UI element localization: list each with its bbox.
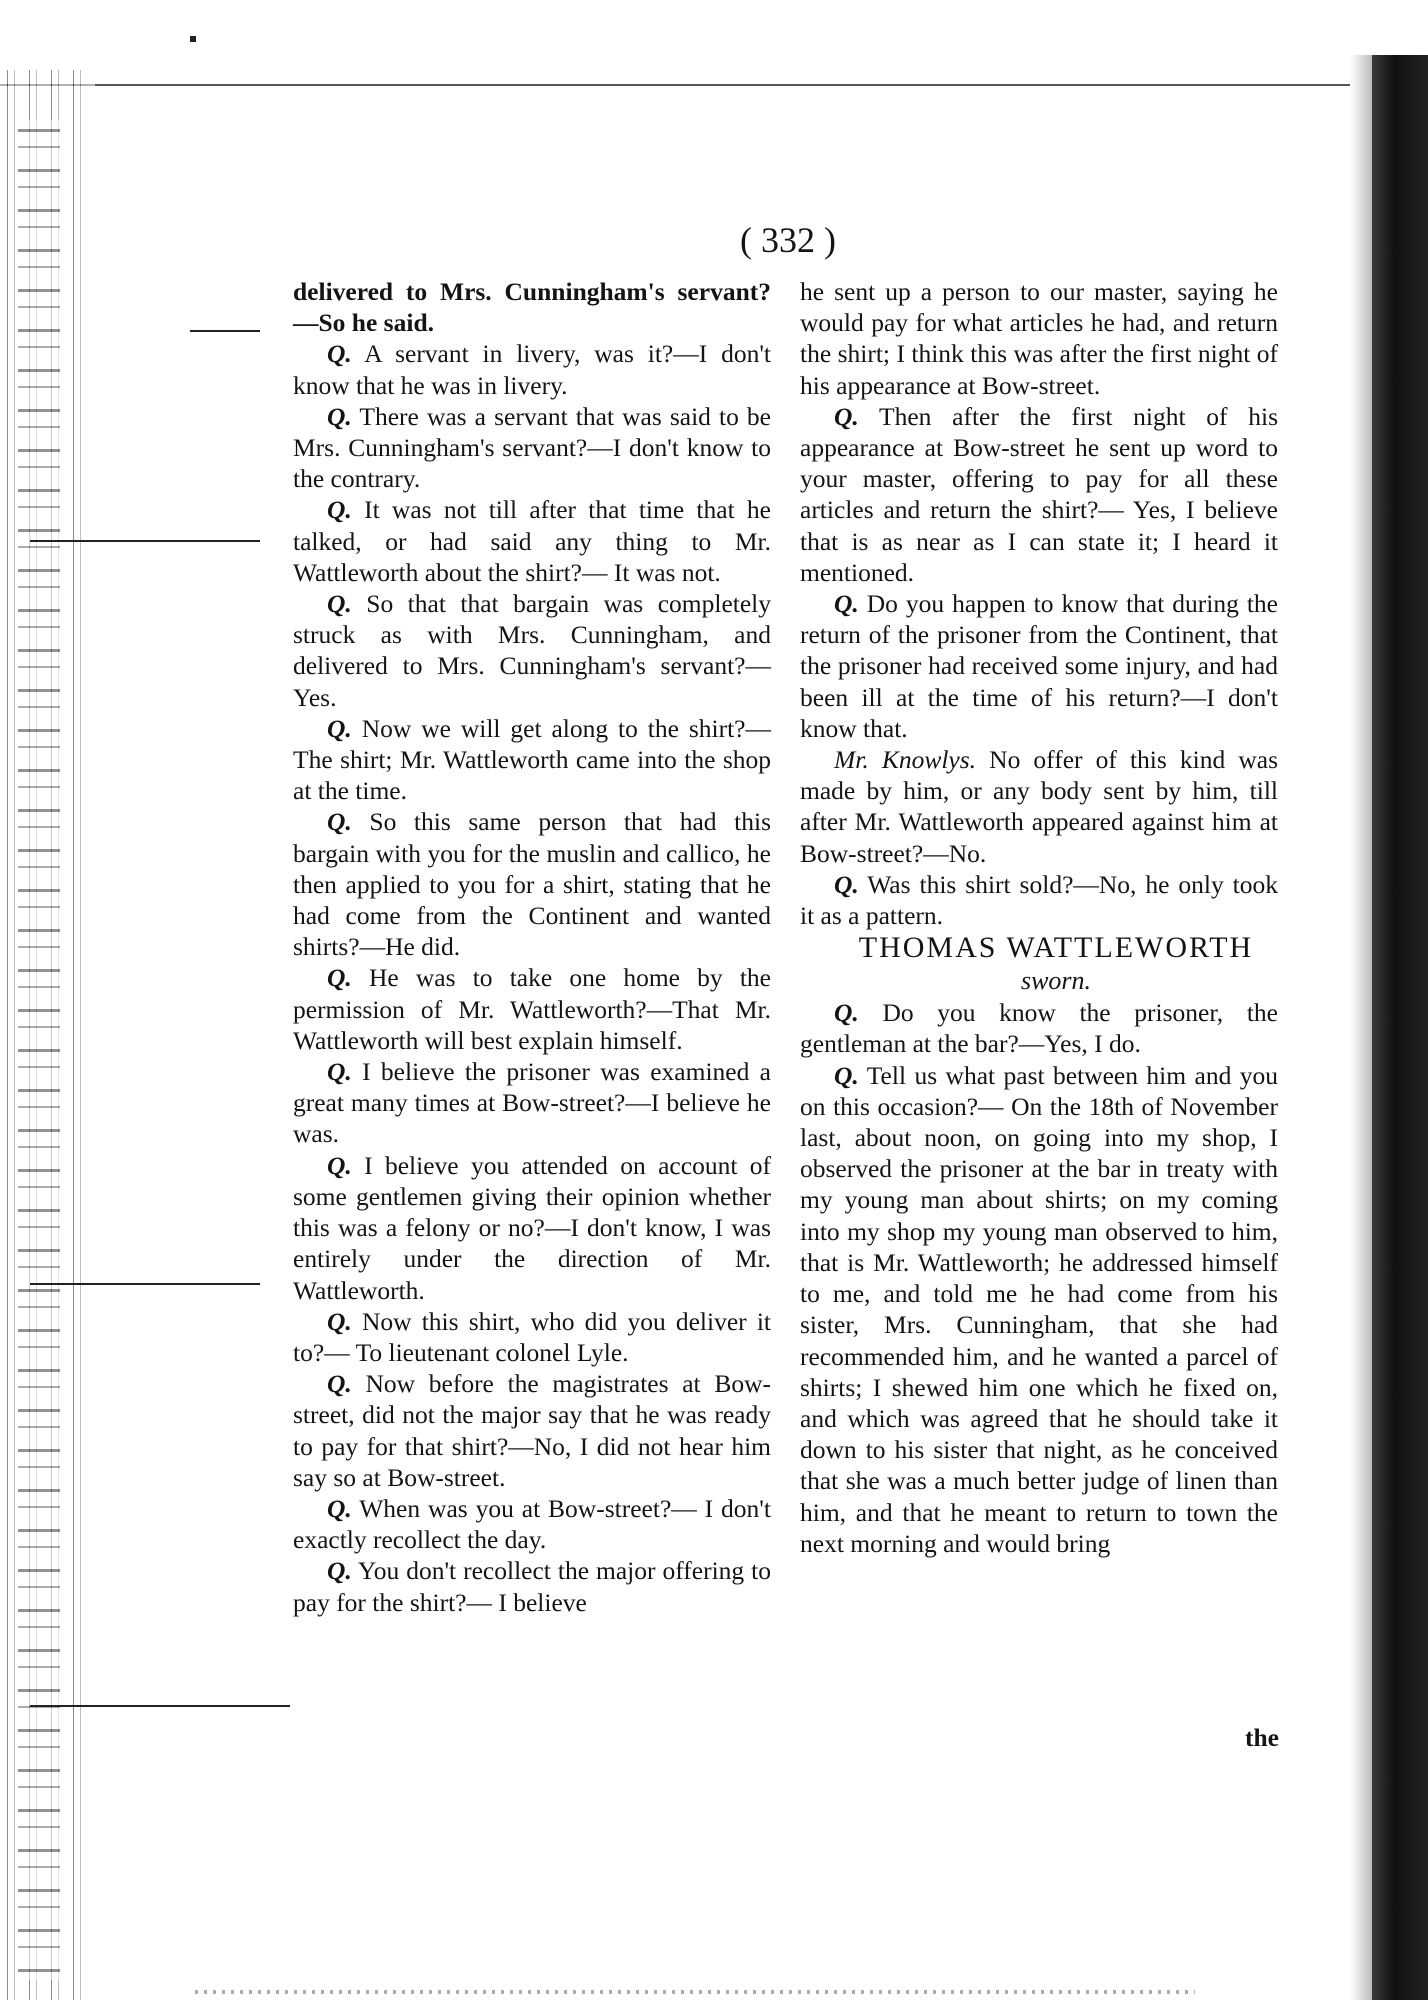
paragraph	[293, 1493, 771, 1555]
question-marker: Q.	[327, 713, 352, 743]
scan-left-binding-marks	[18, 120, 60, 1980]
paragraph	[800, 997, 1278, 1059]
paragraph	[293, 1555, 771, 1617]
paragraph	[800, 1060, 1278, 1559]
scan-edge-mark	[30, 1283, 260, 1285]
paragraph-text: I believe the prisoner was examined a great many times at Bow-street?—I believe he was.	[293, 1057, 771, 1149]
paragraph	[293, 1306, 771, 1368]
scan-top-rule	[0, 84, 1428, 86]
question-marker: Q.	[327, 401, 352, 431]
scan-edge-mark	[190, 330, 260, 332]
paragraph	[293, 806, 771, 962]
paragraph-text: Tell us what past between him and you on this occasion?— On the 18th of November last, about noon, on going into my shop, I observed the prisoner at the bar in treaty with my young man about shirts; on my coming into my shop my young man observed to him, that is Mr. Wattleworth; he addressed himself to me, and told me he had come from his sister, Mrs. Cunningham, that she had recommended him, and he wanted a parcel of shirts; I shewed him one which he fixed on, and which was agreed that he should take it down to his sister that night, as he conceived that she was a much better judge of linen than him, and that he meant to return to town the next morning and would bring	[800, 1060, 1278, 1558]
question-marker: Q.	[327, 1150, 352, 1180]
question-marker: Q.	[327, 1493, 352, 1523]
scan-edge-mark	[30, 540, 260, 542]
question-marker: Q.	[834, 998, 859, 1028]
paragraph-text: He was to take one home by the permission of Mr. Wattleworth?—That Mr. Wattleworth will best explain himself.	[293, 963, 771, 1055]
speaker-name: Mr. Knowlys.	[834, 745, 977, 775]
question-marker: Q.	[834, 869, 859, 899]
paragraph	[293, 713, 771, 807]
paragraph	[293, 1150, 771, 1306]
paragraph-text: A servant in livery, was it?—I don't know that he was in livery.	[293, 339, 771, 400]
question-marker: Q.	[327, 339, 352, 369]
paragraph-text: Do you happen to know that during the return of the prisoner from the Continent, that the prisoner had received some injury, and had been ill at the time of his return?—I don't know that.	[800, 589, 1278, 743]
left-column	[293, 276, 771, 1618]
scan-edge-mark	[30, 1705, 290, 1707]
paragraph-text: So that that bargain was completely struck as with Mrs. Cunningham, and delivered to Mrs. Cunningham's servant?—Yes.	[293, 589, 771, 712]
right-column-testimony	[800, 997, 1278, 1559]
scan-right-edge-fade	[1350, 55, 1372, 2000]
witness-subheading: sworn.	[1020, 966, 1092, 996]
question-marker: Q.	[834, 1060, 859, 1090]
paragraph	[293, 1368, 771, 1493]
question-marker: Q.	[327, 495, 352, 525]
paragraph	[800, 869, 1278, 931]
paragraph-text: So this same person that had this bargain with you for the muslin and callico, he then applied to you for a shirt, stating that he had come from the Continent and wanted shirts?—He did.	[293, 807, 771, 962]
paragraph	[800, 276, 1278, 401]
question-marker: Q.	[327, 589, 352, 619]
question-marker: Q.	[327, 1369, 352, 1399]
question-marker: Q.	[327, 963, 352, 993]
paragraph-text: Do you know the prisoner, the gentleman at the bar?—Yes, I do.	[800, 998, 1278, 1059]
paragraph-text: You don't recollect the major offering to pay for the shirt?— I believe	[293, 1556, 771, 1617]
page-number: ( 332 )	[740, 220, 836, 260]
paragraph	[293, 962, 771, 1056]
question-marker: Q.	[834, 589, 859, 619]
paragraph-text: Now we will get along to the shirt?— The shirt; Mr. Wattleworth came into the shop at the time.	[293, 713, 771, 806]
paragraph	[800, 588, 1278, 744]
paragraph	[293, 494, 771, 588]
question-marker: Q.	[834, 401, 859, 431]
paragraph-text: Then after the first night of his appearance at Bow-street he sent up word to your master, offering to pay for all these articles and return the shirt?— Yes, I believe that is as near as I can state it; I heard it mentioned.	[800, 401, 1278, 587]
paragraph-text: he sent up a person to our master, saying he would pay for what articles he had, and return the shirt; I think this was after the first night of his appearance at Bow-street.	[800, 277, 1278, 400]
paragraph	[293, 1056, 771, 1150]
scan-speck	[190, 36, 196, 42]
paragraph	[293, 401, 771, 495]
question-marker: Q.	[327, 1057, 352, 1087]
paragraph	[293, 588, 771, 713]
catchword: the	[1245, 1723, 1279, 1752]
paragraph	[800, 744, 1278, 869]
paragraph-text: Was this shirt sold?—No, he only took it as a pattern.	[800, 869, 1278, 931]
paragraph	[800, 401, 1278, 588]
paragraph-text: When was you at Bow-street?— I don't exactly recollect the day.	[293, 1493, 771, 1555]
right-column	[800, 276, 1278, 1559]
paragraph-text: delivered to Mrs. Cunningham's servant? —So he said.	[293, 277, 771, 338]
paragraph-text: It was not till after that time that he talked, or had said any thing to Mr. Wattleworth about the shirt?— It was not.	[293, 495, 771, 587]
paragraph-text: I believe you attended on account of some gentlemen giving their opinion whether this was a felony or no?—I don't know, I was entirely under the direction of Mr. Wattleworth.	[293, 1150, 771, 1305]
question-marker: Q.	[327, 1556, 352, 1586]
right-column-paragraphs	[800, 276, 1278, 931]
question-marker: Q.	[327, 807, 352, 837]
paragraph	[293, 276, 771, 338]
paragraph-text: No offer of this kind was made by him, or any body sent by him, till after Mr. Wattleworth appeared against him at Bow-street?—No.	[800, 745, 1279, 868]
scan-right-edge	[1372, 55, 1428, 2000]
paragraph-text: There was a servant that was said to be Mrs. Cunningham's servant?—I don't know to the contrary.	[293, 401, 771, 494]
paragraph-text: Now this shirt, who did you deliver it to?— To lieutenant colonel Lyle.	[293, 1306, 771, 1367]
scan-bottom-dust	[195, 1990, 1195, 1994]
paragraph-text: Now before the magistrates at Bow-street, did not the major say that he was ready to pay for that shirt?—No, I did not hear him say so at Bow-street.	[293, 1369, 771, 1492]
witness-heading: THOMAS WATTLEWORTH	[858, 931, 1254, 965]
question-marker: Q.	[327, 1306, 352, 1336]
paragraph	[293, 338, 771, 400]
